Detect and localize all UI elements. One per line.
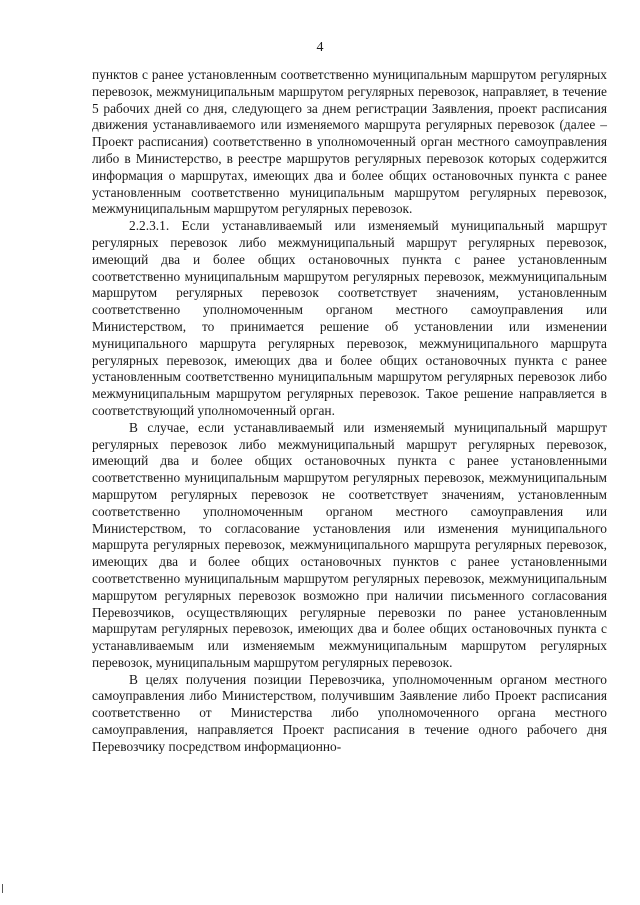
- paragraph-2-2-3-1: 2.2.3.1. Если устанавливаемый или изменяемый муниципальный маршрут регулярных перевозок либо межмуниципальный маршрут регулярных перевозок, имеющий два и более общих остановочных пункта с ранее установленным соответственно муниципальным маршрутом регулярных перевозок, межмуниципальным маршрутом регулярных перевозок соответствует значениям, установленным соответственно уполномоченным органом местного самоуправления или Министерством, то принимается решение об установлении или изменении муниципального маршрута регулярных перевозок, межмуниципального маршрута регулярных перевозок, имеющих два и более общих остановочных пункта с ранее установленным соответственно муниципальным маршрутом регулярных перевозок либо межмуниципальным маршрутом регулярных перевозок. Такое решение направляется в соответствующий уполномоченный орган.: [92, 218, 607, 418]
- paragraph-non-compliance-case: В случае, если устанавливаемый или изменяемый муниципальный маршрут регулярных перевозок либо межмуниципальный маршрут регулярных перевозок, имеющий два и более общих остановочных пункта с ранее установленными соответственно муниципальным маршрутом регулярных перевозок, межмуниципальным маршрутом регулярных перевозок не соответствует значениям, установленным соответственно уполномоченным органом местного самоуправления или Министерством, то согласование установления или изменения муниципального маршрута регулярных перевозок, межмуниципального маршрута регулярных перевозок, имеющих два и более общих остановочных пунктов с ранее установленными соответственно муниципальным маршрутом регулярных перевозок, межмуниципальным маршрутом регулярных перевозок возможно при наличии письменного согласования Перевозчиков, осуществляющих регулярные перевозки по ранее установленным маршрутам регулярных перевозок, имеющих два и более общих остановочных пункта с устанавливаемым или изменяемым межмуниципальным маршрутом регулярных перевозок, муниципальным маршрутом регулярных перевозок.: [92, 419, 607, 670]
- paragraph-continuation: пунктов с ранее установленным соответственно муниципальным маршрутом регулярных перевозок, межмуниципальным маршрутом регулярных перевозок, направляет, в течение 5 рабочих дней со дня, следующего за днем регистрации Заявления, проект расписания движения устанавливаемого или изменяемого маршрута регулярных перевозок (далее – Проект расписания) соответственно в уполномоченный орган местного самоуправления либо в Министерство, в реестре маршрутов регулярных перевозок которых содержится информация о маршрутах, имеющих два и более общих остановочных пункта с ранее установленным соответственно муниципальным маршрутом регулярных перевозок, межмуниципальным маршрутом регулярных перевозок.: [92, 67, 607, 217]
- scan-edge-mark: [2, 884, 8, 893]
- paragraph-carrier-position: В целях получения позиции Перевозчика, уполномоченным органом местного самоуправления либо Министерством, получившим Заявление либо Проект расписания соответственно от Министерства либо уполномоченного органа местного самоуправления, направляется Проект расписания в течение одного рабочего дня Перевозчику посредством информационно-: [92, 671, 607, 754]
- page-number: 4: [316, 40, 324, 55]
- document-body: [92, 67, 607, 756]
